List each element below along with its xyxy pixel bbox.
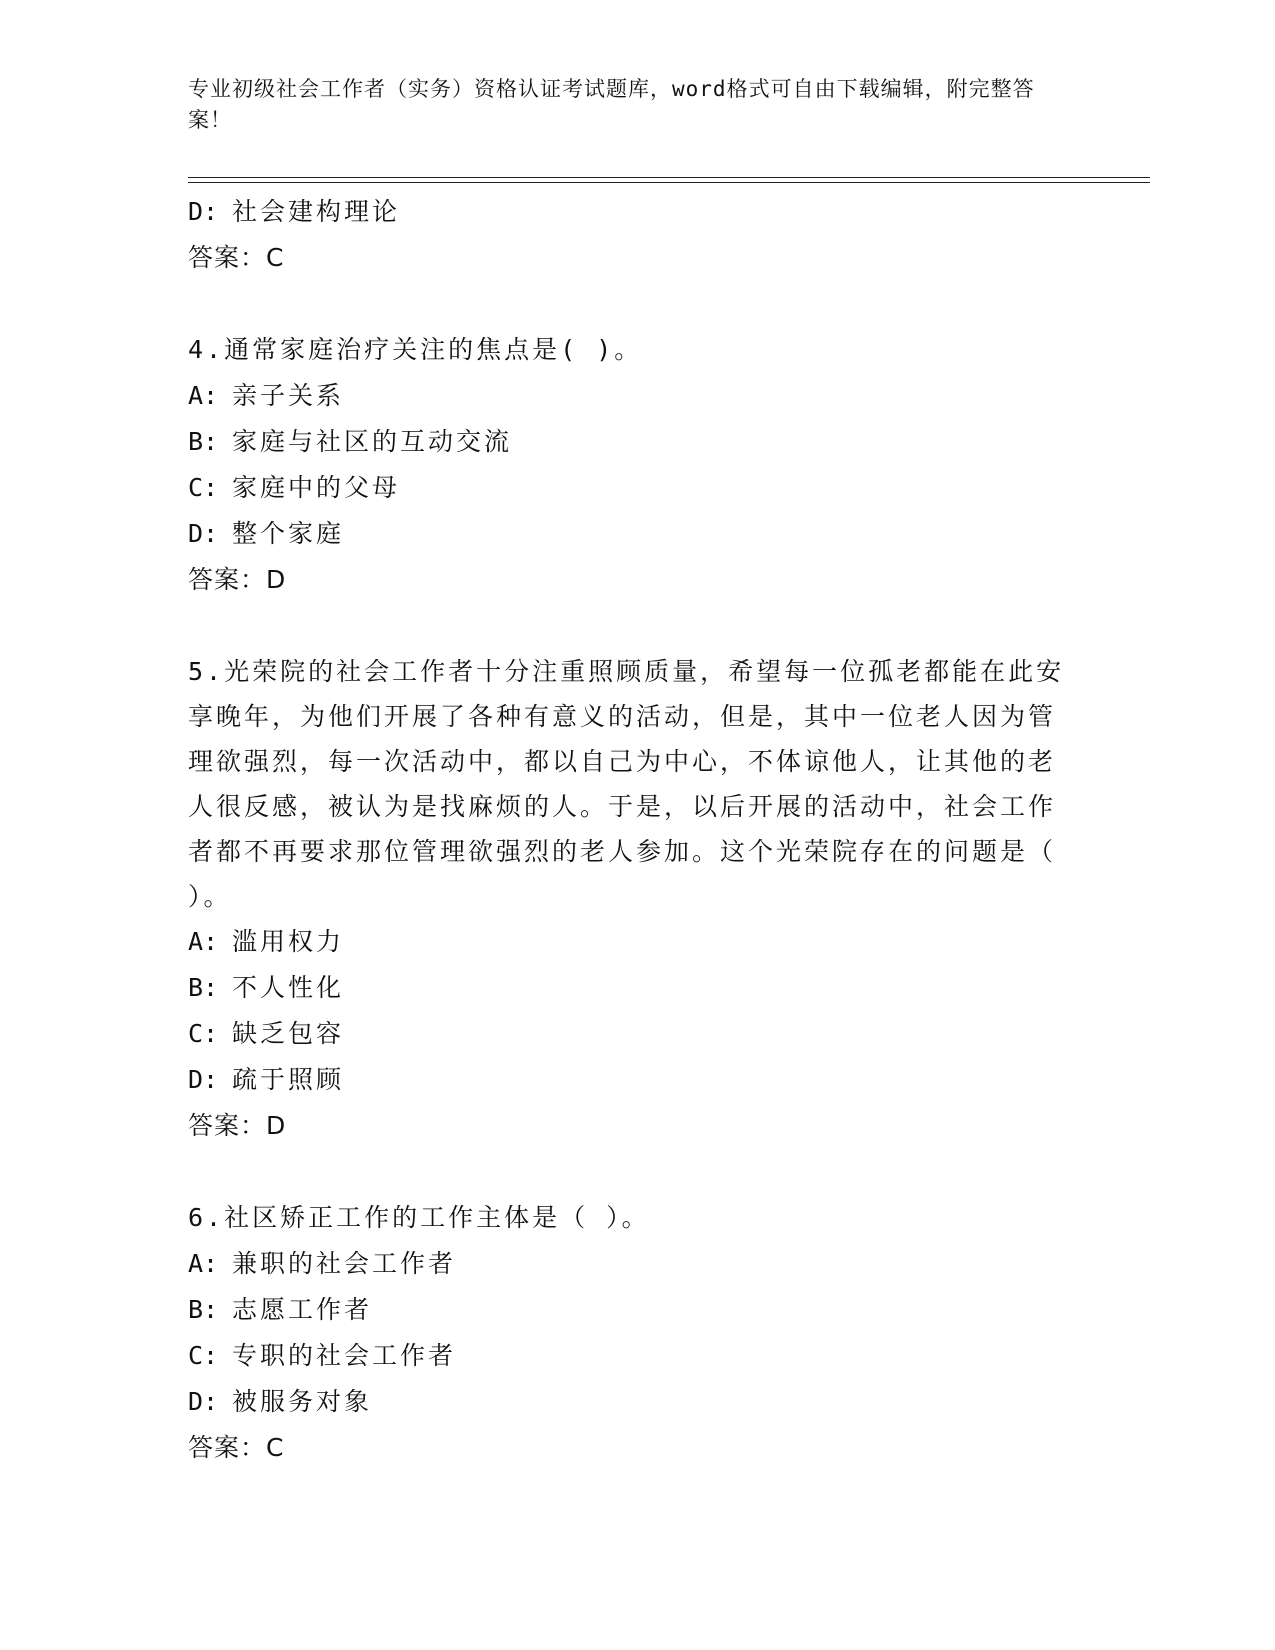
question-block <box>188 649 1068 1149</box>
header-divider-top <box>188 177 1150 178</box>
option-a <box>188 373 1068 419</box>
option-a <box>188 919 1068 965</box>
question-block <box>188 327 1068 603</box>
option-key: A: <box>188 1249 219 1278</box>
option-text: 志愿工作者 <box>232 1295 373 1324</box>
answer-line: 答案：C <box>188 243 285 272</box>
question-block <box>188 1195 1068 1471</box>
answer-line: 答案：C <box>188 1433 285 1462</box>
option-d <box>188 1379 1068 1425</box>
option-d <box>188 511 1068 557</box>
question-stem: 4.通常家庭治疗关注的焦点是( )。 <box>188 335 643 364</box>
option-key: D: <box>188 197 219 226</box>
option-key: C: <box>188 1019 219 1048</box>
option-key: A: <box>188 381 219 410</box>
option-text: 家庭与社区的互动交流 <box>232 427 513 456</box>
option-d <box>188 189 1068 235</box>
option-d <box>188 1057 1068 1103</box>
question-list <box>188 189 1068 1471</box>
option-text: 疏于照顾 <box>232 1065 345 1094</box>
option-b <box>188 419 1068 465</box>
question-stem: 5.光荣院的社会工作者十分注重照顾质量，希望每一位孤老都能在此安享晚年，为他们开展了各种有意义的活动，但是，其中一位老人因为管理欲强烈，每一次活动中，都以自己为中心，不体谅他人，让其他的老人很反感，被认为是找麻烦的人。于是，以后开展的活动中，社会工作者都不再要求那位管理欲强烈的老人参加。这个光荣院存在的问题是（ ）。 <box>188 657 1065 911</box>
option-text: 社会建构理论 <box>232 197 401 226</box>
option-key: B: <box>188 1295 219 1324</box>
option-text: 家庭中的父母 <box>232 473 401 502</box>
option-c <box>188 1333 1068 1379</box>
option-key: D: <box>188 519 219 548</box>
question-stem: 6.社区矫正工作的工作主体是（ ）。 <box>188 1203 650 1232</box>
option-key: C: <box>188 473 219 502</box>
option-key: A: <box>188 927 219 956</box>
option-key: B: <box>188 427 219 456</box>
option-b <box>188 1287 1068 1333</box>
option-text: 专职的社会工作者 <box>232 1341 457 1370</box>
option-text: 不人性化 <box>232 973 345 1002</box>
option-text: 滥用权力 <box>232 927 345 956</box>
document-header: 专业初级社会工作者（实务）资格认证考试题库，word格式可自由下载编辑，附完整答案！ <box>188 77 1035 132</box>
answer-line: 答案：D <box>188 565 287 594</box>
option-a <box>188 1241 1068 1287</box>
option-text: 整个家庭 <box>232 519 345 548</box>
option-text: 缺乏包容 <box>232 1019 345 1048</box>
option-text: 兼职的社会工作者 <box>232 1249 457 1278</box>
spacer <box>188 603 1068 649</box>
option-text: 被服务对象 <box>232 1387 373 1416</box>
option-text: 亲子关系 <box>232 381 345 410</box>
option-c <box>188 465 1068 511</box>
spacer <box>188 281 1068 327</box>
option-key: D: <box>188 1387 219 1416</box>
option-key: C: <box>188 1341 219 1370</box>
option-key: B: <box>188 973 219 1002</box>
option-key: D: <box>188 1065 219 1094</box>
option-b <box>188 965 1068 1011</box>
header-divider-bottom <box>188 182 1150 183</box>
spacer <box>188 1149 1068 1195</box>
answer-line: 答案：D <box>188 1111 287 1140</box>
option-c <box>188 1011 1068 1057</box>
